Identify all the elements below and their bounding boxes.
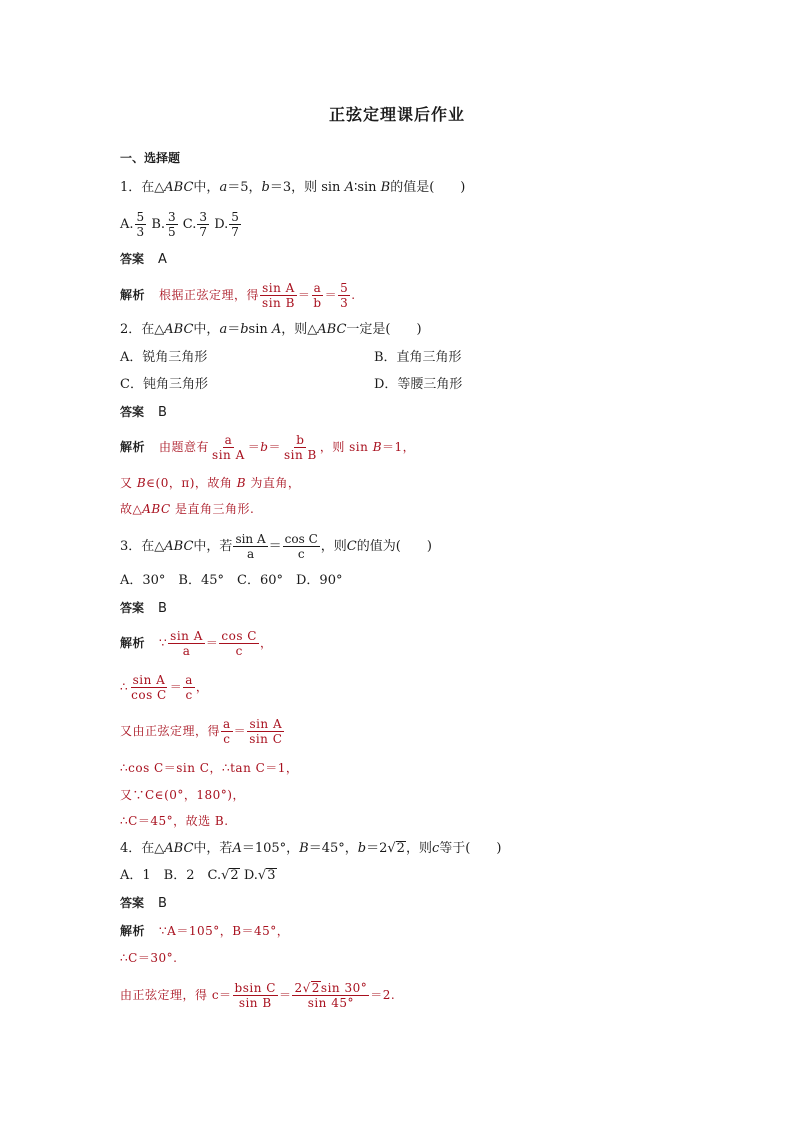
question-3-analysis-line-2: ∴ $\frac{\text{sin A}}{\text{cos C}}$ ＝ $\frac{a}{c}$ ， [120, 673, 209, 702]
question-2-analysis-line-2: 又 B∈(0，π)，故角 B 为直角， [120, 476, 301, 490]
question-2-option-d: D．等腰三角形 [374, 377, 463, 392]
question-1-analysis: 解析 根据正弦定理，得 $\frac{\text{sin A}}{\text{sin B}}$ ＝ $\frac{a}{b}$ ＝ $\frac{5}{3}$ . [120, 281, 356, 310]
question-3-stem: 3．在△ABC中，若 $\frac{\text{sin A}}{a}$ ＝ $\frac{\text{cos C}}{c}$ ，则C的值为( ) [120, 532, 432, 561]
option-c-fraction: $\frac{3}{7}$ [199, 210, 208, 239]
question-2-option-a: A．锐角三角形 [120, 350, 208, 365]
question-2-answer: 答案 B [120, 405, 167, 420]
question-2-analysis-line-1: 解析 由题意有 $\frac{a}{\text{sin A}}$ ＝b＝ $\frac{b}{\text{sin B}}$ ，则 sin B＝1， [120, 433, 416, 462]
question-3-analysis-line-6: ∴C＝45°，故选 B. [120, 814, 229, 828]
page-title: 正弦定理课后作业 [328, 105, 465, 124]
option-b-fraction: $\frac{3}{5}$ [168, 210, 176, 239]
question-1-answer: 答案 A [120, 252, 167, 267]
question-3-analysis-line-5: 又∵C∈(0°，180°)， [120, 788, 245, 802]
question-2-option-c: C．钝角三角形 [120, 377, 208, 392]
question-4-analysis-line-2: ∴C＝30°. [120, 951, 178, 965]
question-3-options: A．30° B．45° C．60° D．90° [120, 573, 343, 588]
question-2-option-b: B．直角三角形 [374, 350, 462, 365]
question-1-stem: 1．在△ABC中，a＝5，b＝3，则 sin A∶sin B的值是( ) [120, 180, 466, 195]
question-4-analysis-line-1: 解析 ∵A＝105°，B＝45°， [120, 924, 290, 938]
section-heading: 一、选择题 [120, 151, 181, 165]
question-4-stem: 4．在△ABC中，若A＝105°，B＝45°，b＝2√2，则c等于( ) [120, 841, 502, 856]
question-3-analysis-line-4: ∴cos C＝sin C，∴tan C＝1， [120, 761, 299, 775]
option-d-fraction: $\frac{5}{7}$ [231, 210, 239, 239]
question-3-answer: 答案 B [120, 601, 167, 616]
question-1-options: A. $\frac{5}{3}$ B. $\frac{3}{5}$ C. $\frac{3}{7}$ D. $\frac{5}{7}$ [120, 210, 239, 239]
question-4-answer: 答案 B [120, 896, 167, 911]
question-4-analysis-line-3: 由正弦定理，得 c＝ $\frac{\text{bsin C}}{\text{sin B}}$ ＝ $\frac{2√2\sin 30^\circ}{\sin 45^\circ}$ ＝2. [120, 981, 396, 1010]
question-2-analysis-line-3: 故△ABC 是直角三角形. [120, 502, 255, 516]
question-3-analysis-line-1: 解析 ∵ $\frac{\text{sin A}}{a}$ ＝ $\frac{\text{cos C}}{c}$ ， [120, 629, 273, 658]
question-4-options: A．1 B．2 C.√2 D.√3 [120, 868, 276, 883]
question-2-stem: 2．在△ABC中，a＝bsin A，则△ABC一定是( ) [120, 322, 422, 337]
question-3-analysis-line-3: 又由正弦定理，得 $\frac{a}{c}$ ＝ $\frac{\text{sin A}}{\text{sin C}}$ [120, 717, 283, 746]
option-a-fraction: $\frac{5}{3}$ [136, 210, 145, 239]
